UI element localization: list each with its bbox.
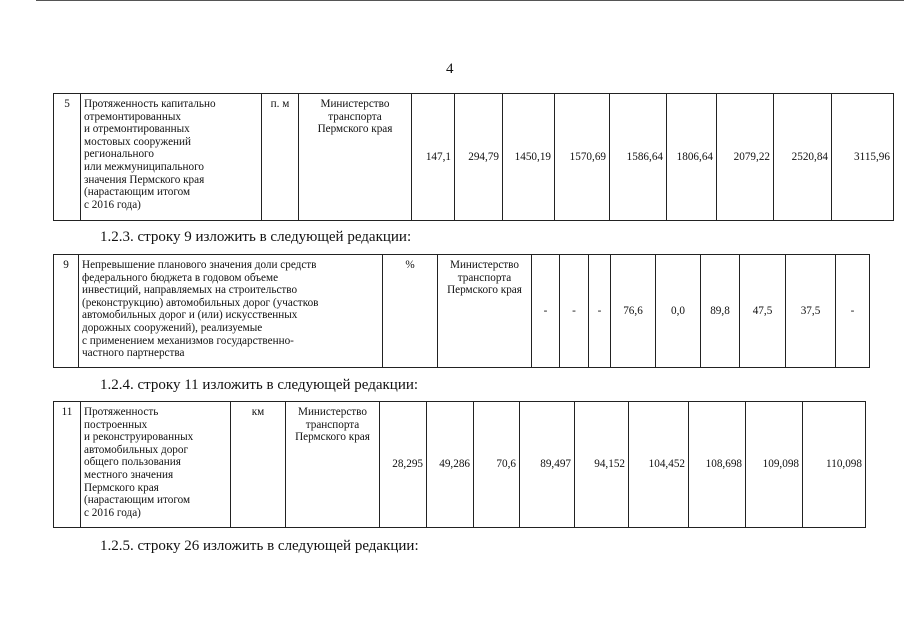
section-heading-1-2-4: 1.2.4. строку 11 изложить в следующей редакции: xyxy=(100,377,419,393)
table-row-9 xyxy=(53,254,870,368)
page-number: 4 xyxy=(446,61,454,77)
value-cell: - xyxy=(560,255,589,368)
row-description: Протяженность капитально отремонтированных и отремонтированных мостовых сооружений регионального или межмуниципального значения Пермского края (нарастающим итогом с 2016 года) xyxy=(81,94,262,221)
value-cell: 1570,69 xyxy=(555,94,610,221)
value-cell: 0,0 xyxy=(656,255,701,368)
unit-cell: % xyxy=(383,255,438,368)
row-number: 11 xyxy=(54,402,81,528)
value-cell: - xyxy=(532,255,560,368)
value-cell: 294,79 xyxy=(455,94,503,221)
unit-cell: км xyxy=(231,402,286,528)
value-cell: 94,152 xyxy=(575,402,629,528)
value-cell: 109,098 xyxy=(746,402,803,528)
organization-cell: Министерство транспорта Пермского края xyxy=(438,255,532,368)
value-cell: 89,8 xyxy=(701,255,740,368)
table-row-11 xyxy=(53,401,866,528)
value-cell: 1586,64 xyxy=(610,94,667,221)
value-cell: 147,1 xyxy=(412,94,455,221)
value-cell: 28,295 xyxy=(380,402,427,528)
value-cell: - xyxy=(836,255,870,368)
page-top-border xyxy=(36,0,904,1)
value-cell: 110,098 xyxy=(803,402,866,528)
value-cell: 2079,22 xyxy=(717,94,774,221)
section-heading-1-2-3: 1.2.3. строку 9 изложить в следующей редакции: xyxy=(100,229,412,245)
value-cell: 108,698 xyxy=(689,402,746,528)
value-cell: 89,497 xyxy=(520,402,575,528)
organization-cell: Министерство транспорта Пермского края xyxy=(299,94,412,221)
value-cell: 47,5 xyxy=(740,255,786,368)
value-cell: 2520,84 xyxy=(774,94,832,221)
table-row-5 xyxy=(53,93,894,221)
value-cell: 37,5 xyxy=(786,255,836,368)
value-cell: 76,6 xyxy=(611,255,656,368)
value-cell: 70,6 xyxy=(474,402,520,528)
value-cell: 3115,96 xyxy=(832,94,894,221)
value-cell: 1450,19 xyxy=(503,94,555,221)
value-cell: 1806,64 xyxy=(667,94,717,221)
row-description: Протяженность построенных и реконструированных автомобильных дорог общего пользования местного значения Пермского края (нарастающим итогом с 2016 года) xyxy=(81,402,231,528)
row-number: 5 xyxy=(54,94,81,221)
organization-cell: Министерство транспорта Пермского края xyxy=(286,402,380,528)
value-cell: 104,452 xyxy=(629,402,689,528)
row-number: 9 xyxy=(54,255,79,368)
value-cell: - xyxy=(589,255,611,368)
value-cell: 49,286 xyxy=(427,402,474,528)
section-heading-1-2-5: 1.2.5. строку 26 изложить в следующей редакции: xyxy=(100,538,419,554)
unit-cell: п. м xyxy=(262,94,299,221)
row-description: Непревышение планового значения доли средств федерального бюджета в годовом объеме инвестиций, направляемых на строительство (реконструкцию) автомобильных дорог (участков автомобильных дорог и (или) искусственных дорожных сооружений), реализуемые с применением механизмов государственно- частного партнерства xyxy=(79,255,383,368)
